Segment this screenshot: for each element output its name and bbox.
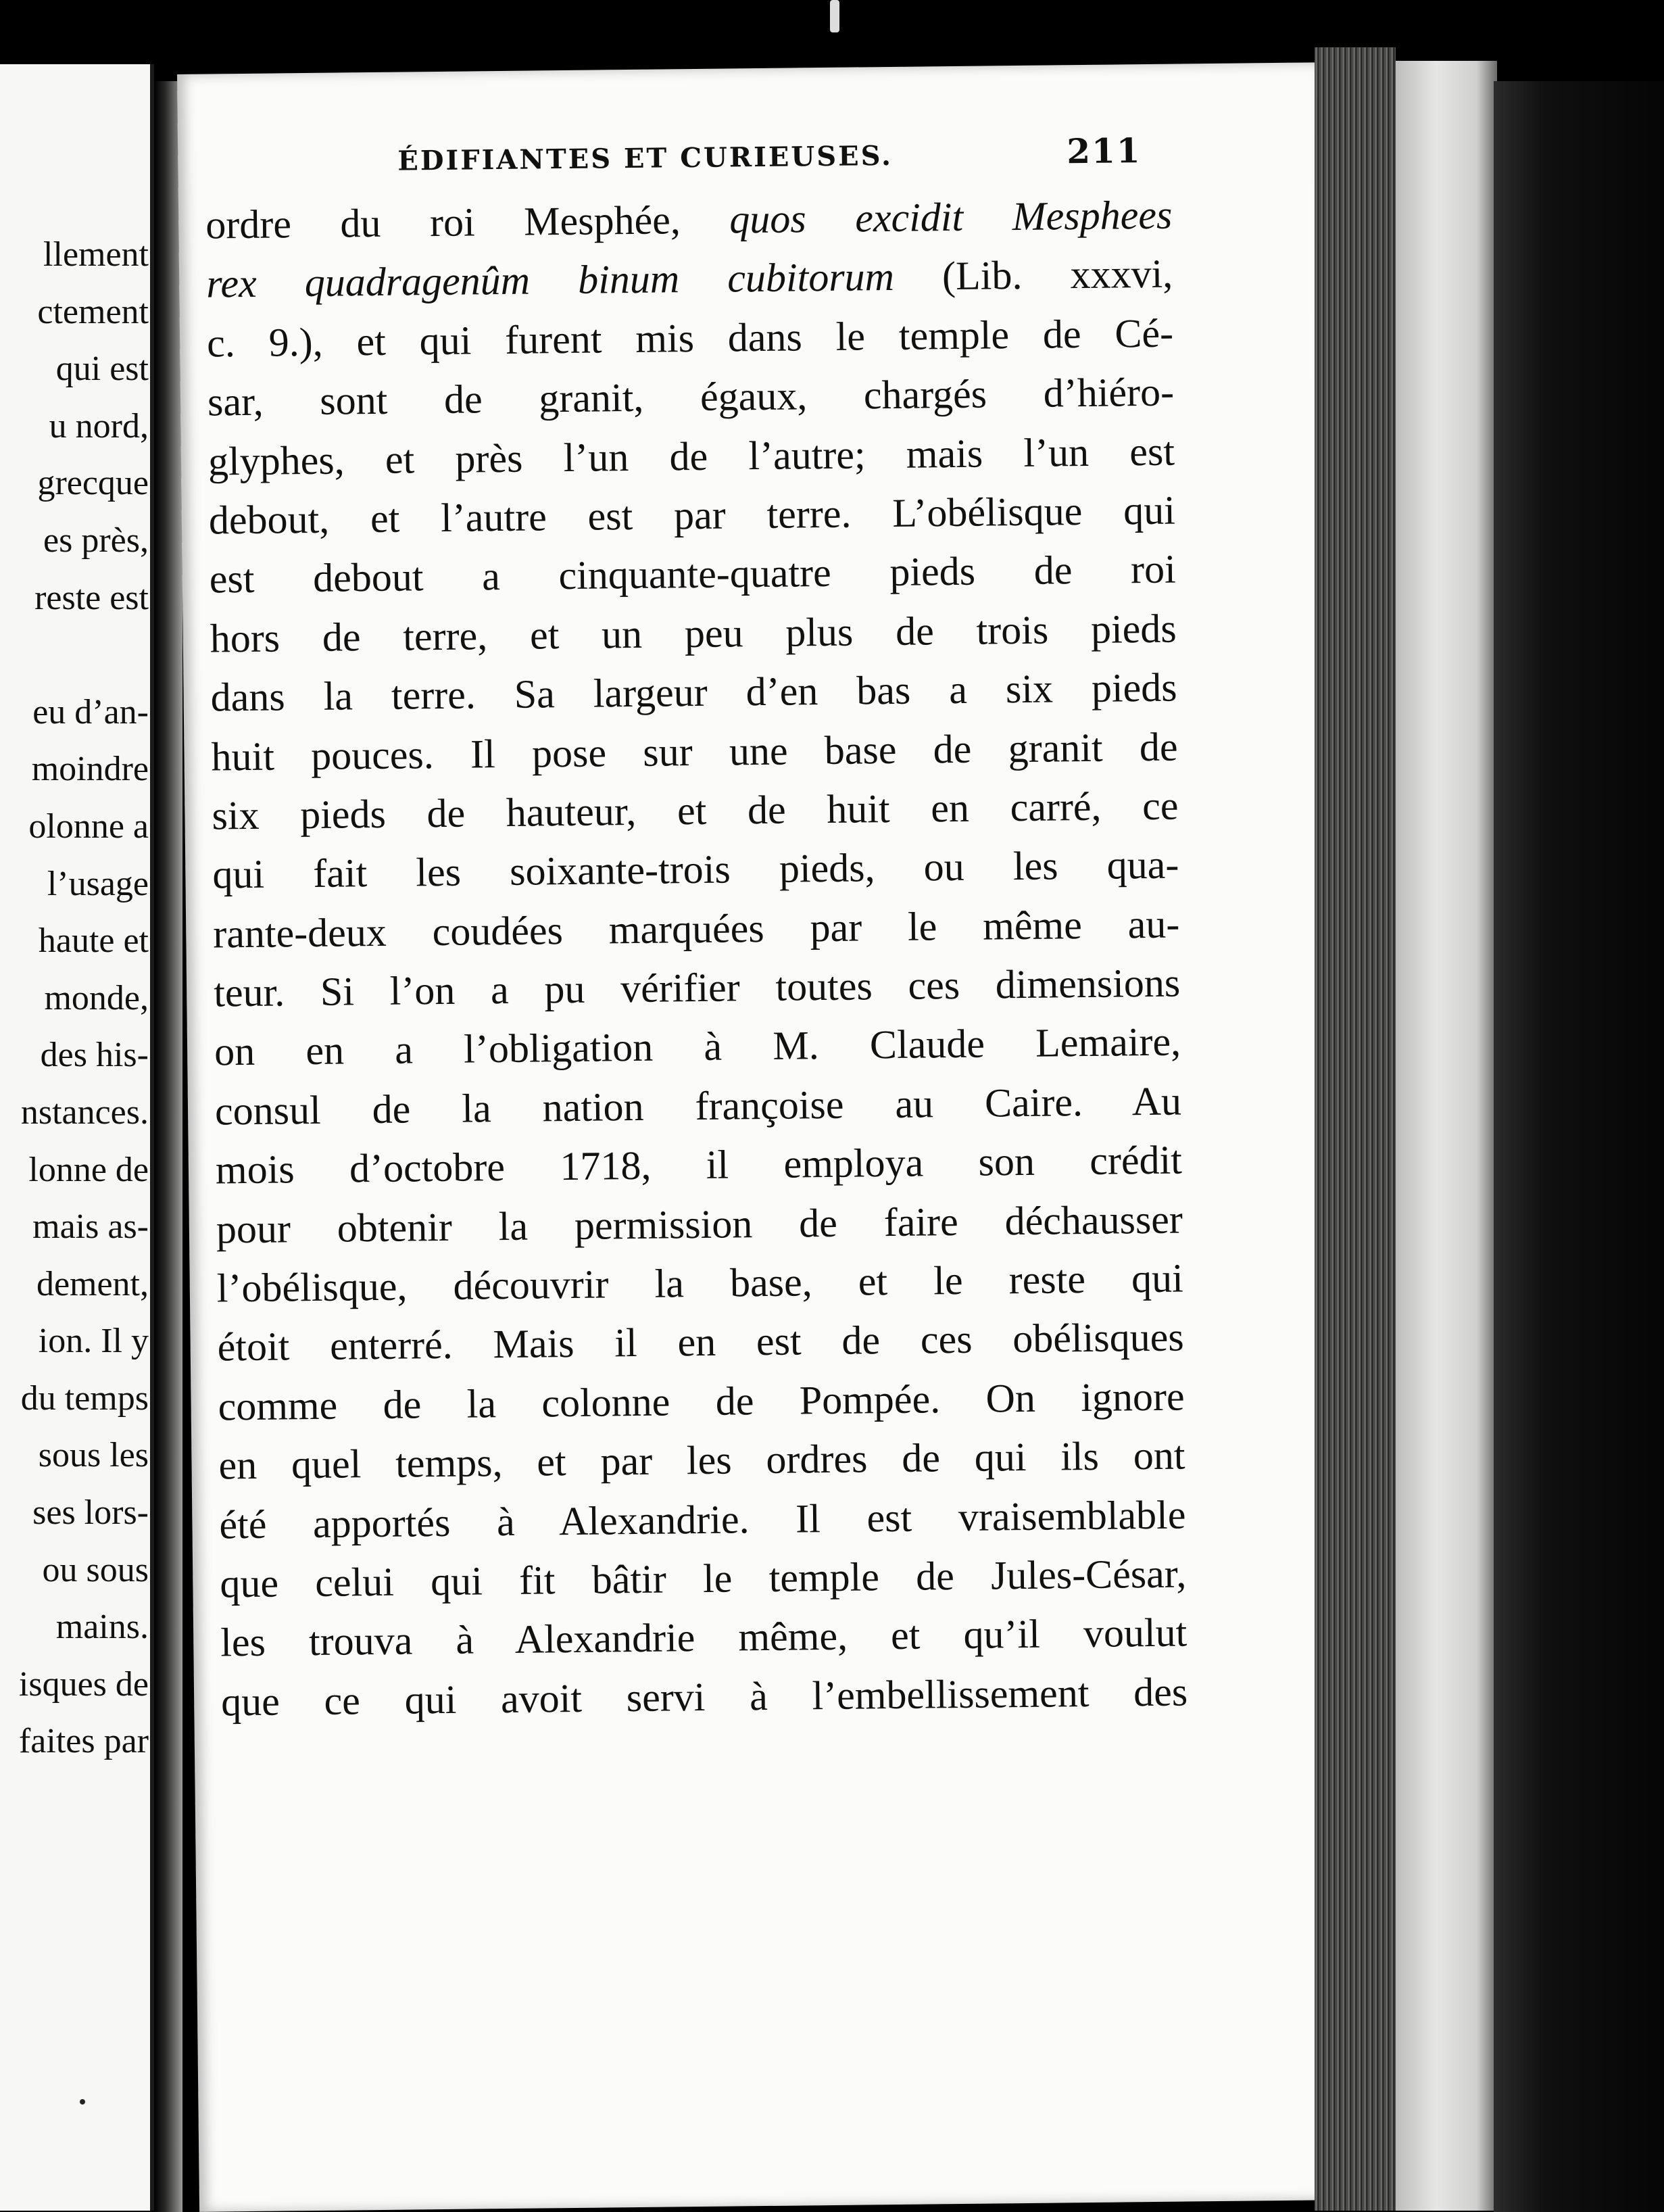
left-page-line: sous les (38, 1436, 149, 1475)
text-line (216, 1249, 1183, 1318)
text-line (214, 1013, 1181, 1082)
left-page-line: des his- (40, 1036, 149, 1075)
book-gutter (154, 81, 182, 2212)
text-line (210, 658, 1177, 727)
italic-latin-quote: quos excidit Mesphees (729, 192, 1173, 242)
roman-text: qui fait les soixante-trois pieds, ou les qua- (212, 842, 1179, 897)
roman-text: hors de terre, et un peu plus de trois pieds (210, 606, 1177, 661)
text-line (205, 186, 1173, 255)
text-line (214, 954, 1181, 1023)
roman-text: huit pouces. Il pose sur une base de granit de (211, 724, 1178, 779)
roman-text: étoit enterré. Mais il en est de ces obélisques (217, 1314, 1184, 1370)
left-page-line: dement, (36, 1264, 149, 1303)
text-line (220, 1544, 1187, 1613)
left-page-line: llement (43, 235, 149, 274)
roman-text: été apportés à Alexandrie. Il est vraisemblable (219, 1492, 1186, 1547)
text-line (217, 1308, 1184, 1377)
roman-text: que celui qui fit bâtir le temple de Jules-César, (220, 1551, 1187, 1606)
left-page-fragment (0, 64, 154, 2211)
text-line (218, 1426, 1185, 1495)
roman-text: debout, et l’autre est par terre. L’obélisque qui (208, 487, 1176, 543)
left-page-line: ou sous (42, 1550, 149, 1589)
left-page-line: moindre (31, 750, 149, 789)
left-page-line: l’usage (47, 864, 149, 903)
text-line (213, 894, 1180, 963)
left-page-line: nstances. (20, 1092, 149, 1132)
left-page-line: faites par (18, 1722, 149, 1761)
text-line (221, 1662, 1188, 1731)
left-page-line: ion. Il y (38, 1322, 149, 1361)
roman-text: que ce qui avoit servi à l’embellissement des (220, 1669, 1188, 1725)
text-line (207, 363, 1175, 432)
left-page-line (0, 627, 149, 684)
left-page-line: ctement (37, 292, 149, 331)
left-page-ink-dot (80, 2099, 85, 2105)
roman-text: sar, sont de granit, égaux, chargés d’hiéro- (207, 369, 1175, 425)
roman-text: comme de la colonne de Pompée. On ignore (218, 1374, 1185, 1429)
text-line (216, 1131, 1183, 1200)
roman-text: glyphes, et près l’un de l’autre; mais l’un est (207, 429, 1175, 484)
left-page-text (0, 226, 149, 1771)
left-page-line: monde, (44, 978, 149, 1017)
body-text (205, 186, 1188, 1732)
left-page-line: lonne de (28, 1150, 149, 1189)
text-line (220, 1604, 1188, 1673)
text-line (216, 1190, 1183, 1259)
text-line (208, 422, 1175, 491)
page-number: 211 (1066, 130, 1142, 172)
roman-text: rante-deux coudées marquées par le même au- (212, 901, 1180, 957)
roman-text: mois d’octobre 1718, il employa son crédit (215, 1137, 1183, 1193)
left-page-line: reste est (34, 578, 149, 617)
roman-text: les trouva à Alexandrie même, et qu’il voulut (220, 1610, 1188, 1665)
top-margin-mark (830, 0, 839, 32)
roman-text: on en a l’obligation à M. Claude Lemaire, (214, 1019, 1181, 1074)
left-page-line: haute et (38, 921, 149, 961)
left-page-line: mais as- (32, 1207, 149, 1247)
left-page-line: grecque (37, 464, 149, 503)
roman-text: en quel temps, et par les ordres de qui ils ont (218, 1433, 1185, 1488)
italic-latin-quote: rex quadragenûm binum cubitorum (205, 254, 895, 306)
text-line (212, 836, 1179, 905)
text-line (219, 1485, 1186, 1554)
roman-text: consul de la nation françoise au Caire. Au (214, 1078, 1182, 1134)
left-page-line: qui est (55, 350, 149, 389)
left-page-line: u nord, (49, 406, 149, 446)
roman-text: ordre du roi Mesphée, (205, 197, 730, 247)
left-page-line: ses lors- (32, 1493, 149, 1533)
left-page-line: mains. (55, 1608, 149, 1647)
text-line (210, 599, 1177, 668)
left-page-line: eu d’an- (32, 692, 149, 731)
left-page-line: olonne a (28, 807, 149, 846)
roman-text: six pieds de hauteur, et de huit en carré, ce (212, 783, 1179, 838)
left-page-line: isques de (18, 1664, 149, 1704)
text-line (215, 1072, 1182, 1140)
roman-text: dans la terre. Sa largeur d’en bas a six pieds (210, 665, 1177, 720)
text-line (211, 717, 1178, 786)
roman-text: est debout a cinquante-quatre pieds de roi (209, 546, 1177, 602)
text-line (218, 1367, 1185, 1436)
roman-text: l’obélisque, découvrir la base, et le reste qui (216, 1255, 1184, 1311)
roman-text: teur. Si l’on a pu vérifier toutes ces dimensions (213, 960, 1181, 1015)
roman-text: pour obtenir la permission de faire déchausser (216, 1197, 1183, 1252)
left-page-line: du temps (20, 1378, 149, 1418)
roman-text: c. 9.), et qui furent mis dans le temple de Cé- (206, 310, 1174, 366)
text-line (212, 776, 1179, 845)
cover-edge (1494, 81, 1664, 2212)
page-block-edge-light (1396, 61, 1497, 2211)
text-line (207, 304, 1174, 372)
roman-text: (Lib. xxxvi, (894, 251, 1173, 299)
left-page-line: es près, (43, 521, 149, 560)
text-line (206, 245, 1173, 314)
running-head: ÉDIFIANTES ET CURIEUSES. (397, 139, 894, 177)
text-line (208, 481, 1175, 550)
text-line (209, 540, 1176, 609)
right-page (177, 62, 1338, 2211)
page-block-fore-edge (1315, 47, 1396, 2211)
